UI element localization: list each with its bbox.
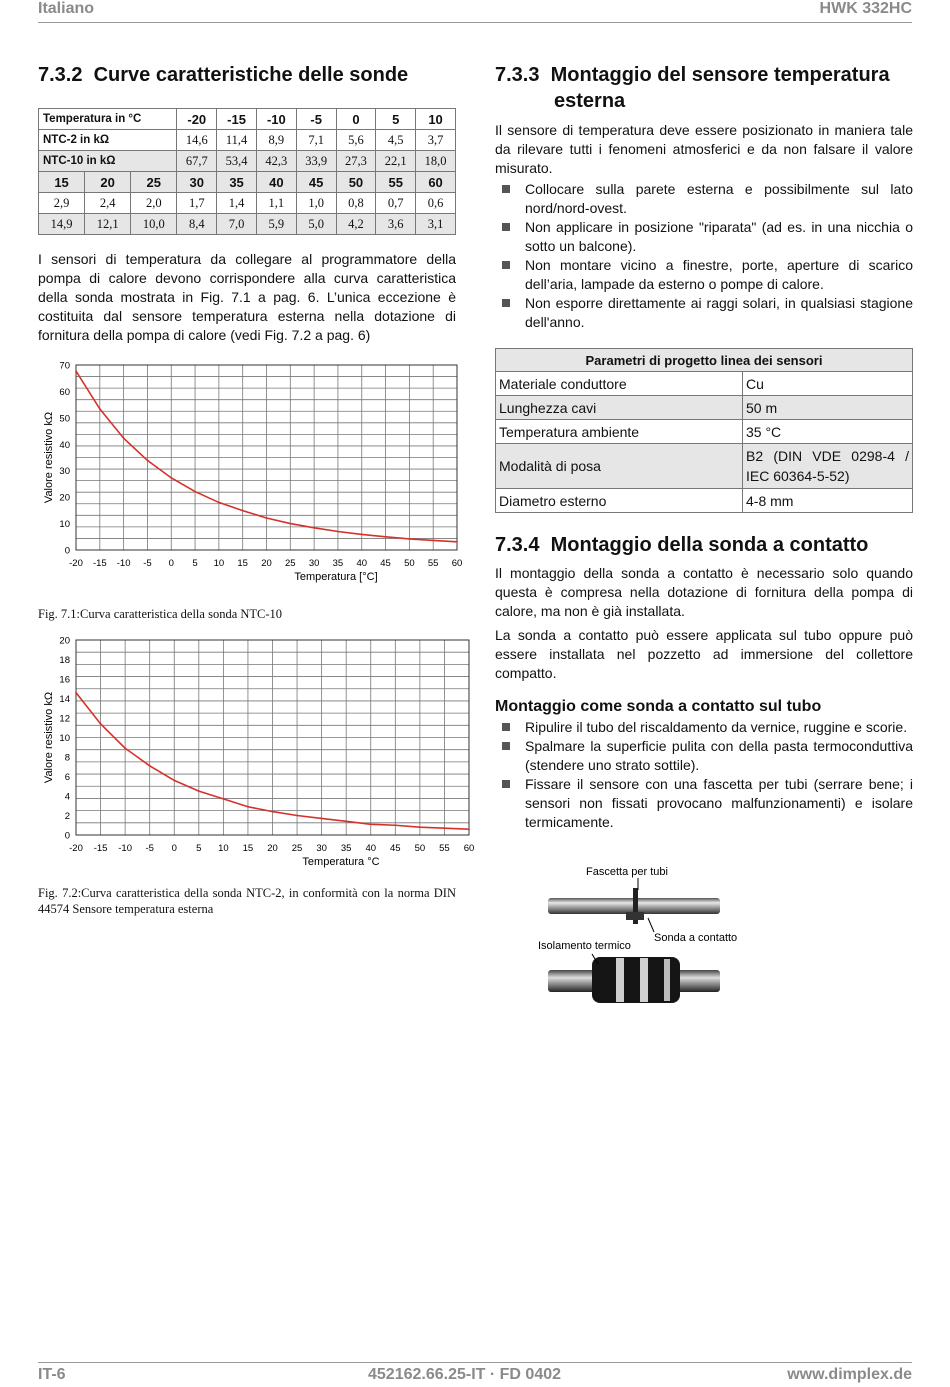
table-row [496,396,913,420]
label-sensor: Sonda a contatto [654,932,738,944]
table-cell: 4,5 [376,130,416,151]
table-cell: 7,0 [217,214,257,235]
table-cell: -20 [177,109,217,130]
x-tick-label: 15 [237,558,248,569]
x-tick-label: 15 [242,843,254,854]
list-item: Non montare vicino a finestre, porte, aperture di scarico dell’aria, lampade da esterno o pompe di calore. [495,256,913,294]
fig1-caption: Fig. 7.1:Curva caratteristica della sonda NTC-10 [38,607,283,621]
list-item: Ripulire il tubo del riscaldamento da vernice, ruggine e scorie. [495,718,913,737]
table-cell: 4,2 [336,214,376,235]
section-title: Curve caratteristiche delle sonde [93,64,409,86]
list-item: Non esporre direttamente ai raggi solari, in qualsiasi stagione dell'anno. [495,294,913,332]
x-tick-label: 10 [213,558,225,569]
data-point [337,531,339,533]
table-cell: 5 [376,109,416,130]
footer-doc: 452162.66.25-IT · FD 0402 [368,1366,562,1383]
pipe-mount-subtitle: Montaggio come sonda a contatto sul tubo [495,698,822,715]
x-tick-label: 0 [168,558,174,569]
x-tick-label: 55 [439,843,450,854]
table-cell: 3,7 [416,130,456,151]
y-tick-label: 0 [64,545,70,557]
x-tick-label: 35 [332,558,344,569]
table-cell: 20 [85,172,131,193]
footer-page: IT-6 [38,1366,66,1383]
x-tick-label: 60 [451,558,463,569]
x-tick-label: 0 [171,843,177,854]
section-7-3-2-heading [38,62,408,88]
data-point [173,780,175,782]
table-cell: 2,4 [85,193,131,214]
footer-url: www.dimplex.de [787,1366,912,1383]
y-axis-label: Valore resistivo kΩ [43,411,55,504]
header-model: HWK 332HC [819,0,912,17]
list-item: Spalmare la superficie pulita con della pasta termoconduttiva (stendere uno strato sottile). [495,737,913,775]
param-value: 4-8 mm [743,489,913,513]
page-header [38,0,912,23]
table-cell: 0 [336,109,376,130]
data-point [100,723,102,725]
table-cell: 53,4 [217,151,257,172]
section-7-3-4-heading [495,532,868,558]
data-point [75,370,77,372]
data-point [361,534,363,536]
table-cell: 11,4 [217,130,257,151]
x-tick-label: 45 [390,843,401,854]
y-tick-label: 10 [59,519,70,531]
data-point [444,827,446,829]
section-title-line2: esterna [554,90,626,112]
data-point [218,502,220,504]
data-point [370,823,372,825]
x-tick-label: 50 [404,558,415,569]
sensors-paragraph: I sensori di temperatura da collegare al programmatore della pompa di calore devono corrispondere alla curva caratteristica della sonda mostrata in Fig. 7.1 a pag. 6. L’unica eccezione è costituita dal sensore temperatura esterna nella dotazione di fornitura della pompa di calore (vedi Fig. 7.2 a pag. 6) [38,251,456,343]
x-tick-label: 45 [380,558,391,569]
page-footer [38,1362,912,1387]
table-cell: 40 [256,172,296,193]
table-cell: 3,1 [416,214,456,235]
table-cell: 60 [416,172,456,193]
param-value: B2 (DIN VDE 0298-4 / IEC 60364-5-52) [743,444,913,489]
label-insulation: Isolamento termico [538,940,631,952]
table-cell: 1,1 [256,193,296,214]
section-7-3-3-heading [495,62,915,114]
x-tick-label: -20 [69,558,83,569]
contact-sensor-paragraph-2: La sonda a contatto può essere applicata sul tubo oppure può essere installata nel pozzetto ad immersione del collettore compatto. [495,627,913,681]
data-point [419,826,421,828]
table-row [39,193,456,214]
table-cell: 7,1 [296,130,336,151]
data-point [222,798,224,800]
section-number: 7.3.4 [495,534,540,556]
sensor-shape [626,912,644,920]
data-point [394,824,396,826]
data-point [247,806,249,808]
list-item: Collocare sulla parete esterna e possibilmente sul lato nord/nord-ovest. [495,180,913,218]
x-tick-label: 10 [218,843,229,854]
data-point [242,510,244,512]
param-name: Modalità di posa [496,444,743,489]
data-point [432,540,434,542]
x-tick-label: -5 [145,843,154,854]
section-number: 7.3.2 [38,64,83,86]
table-header-label: Temperatura in °C [39,109,177,130]
table-cell: 25 [131,172,177,193]
data-point [75,692,77,694]
x-tick-label: 50 [414,843,426,854]
table-cell: 50 [336,172,376,193]
table-row [39,214,456,235]
x-tick-label: 60 [463,843,475,854]
table-cell: 35 [217,172,257,193]
ntc10-chart [38,356,463,592]
x-tick-label: 25 [291,843,303,854]
table-cell: 3,6 [376,214,416,235]
data-point [313,527,315,529]
param-name: Lunghezza cavi [496,396,743,420]
data-point [289,523,291,525]
param-name: Materiale conduttore [496,372,743,396]
table-row [39,109,456,130]
x-tick-label: 35 [340,843,352,854]
param-name: Temperatura ambiente [496,420,743,444]
data-point [170,477,172,479]
table-cell: 1,0 [296,193,336,214]
table-cell: 1,7 [177,193,217,214]
param-value: 35 °C [743,420,913,444]
x-tick-label: 5 [192,558,198,569]
x-tick-label: -5 [143,558,152,569]
fig2-caption: Fig. 7.2:Curva caratteristica della sonda NTC-2, in conformità con la norma DIN 44574 Sensore temperatura esterna [38,886,456,916]
y-tick-label: 14 [59,694,70,705]
table-cell: 33,9 [296,151,336,172]
data-point [296,815,298,817]
params-table-title: Parametri di progetto linea dei sensori [496,349,913,372]
data-point [345,820,347,822]
y-tick-label: 50 [59,413,70,425]
y-tick-label: 30 [59,466,70,478]
x-tick-label: -20 [69,843,83,854]
data-point [321,818,323,820]
label-clamp: Fascetta per tubi [586,866,668,878]
y-tick-label: 18 [59,655,70,666]
x-tick-label: 30 [316,843,327,854]
x-tick-label: 40 [365,843,377,854]
table-cell: -10 [256,109,296,130]
sensor-values-table [38,108,456,235]
table-cell: 2,0 [131,193,177,214]
table-cell: 18,0 [416,151,456,172]
y-tick-label: 4 [64,791,70,803]
table-cell: 27,3 [336,151,376,172]
table-cell: 8,9 [256,130,296,151]
data-point [147,460,149,462]
x-tick-label: -10 [116,558,131,569]
table-cell: 14,9 [39,214,85,235]
y-tick-label: 6 [64,772,70,783]
table-cell: -15 [217,109,257,130]
table-cell: 5,6 [336,130,376,151]
x-tick-label: 40 [356,558,368,569]
y-tick-label: 0 [64,830,70,842]
y-tick-label: 8 [64,752,70,764]
x-tick-label: 20 [261,558,272,569]
param-value: Cu [743,372,913,396]
table-row [496,489,913,513]
param-value: 50 m [743,396,913,420]
data-point [468,828,470,830]
x-tick-label: 55 [427,558,439,569]
param-name: Diametro esterno [496,489,743,513]
table-row [39,172,456,193]
table-cell: 42,3 [256,151,296,172]
data-point [408,538,410,540]
section-number: 7.3.3 [495,64,540,86]
contact-sensor-photo [530,860,738,1020]
data-point [124,747,126,749]
x-tick-label: 5 [196,843,202,854]
x-tick-label: -15 [93,843,108,854]
y-tick-label: 12 [59,713,70,725]
data-point [123,437,125,439]
y-tick-label: 10 [59,733,70,744]
table-row [496,372,913,396]
table-cell: 45 [296,172,336,193]
contact-sensor-paragraph-1: Il montaggio della sonda a contatto è necessario solo quando questa è compresa nella dotazione di fornitura della pompa di calore, ma non è già installata. [495,565,913,619]
list-item: Non applicare in posizione "riparata" (ad es. in una nicchia o sotto un balcone). [495,218,913,256]
table-cell: 55 [376,172,416,193]
x-tick-label: 30 [308,558,320,569]
data-point [99,408,101,410]
x-tick-label: -15 [92,558,107,569]
table-cell: 22,1 [376,151,416,172]
table-cell: 5,0 [296,214,336,235]
y-tick-label: 70 [59,360,70,372]
y-tick-label: 16 [59,674,70,686]
data-point [456,541,458,543]
ntc2-chart [38,632,475,872]
x-axis-label: Temperatura [°C] [294,571,378,583]
y-tick-label: 2 [64,811,70,822]
outdoor-sensor-bullets [495,180,913,332]
list-item: Fissare il sensore con una fascetta per tubi (serrare bene; i sensori non fissati provocano malfunzionamenti) e isolare termicamente. [495,775,913,832]
data-point [194,491,196,493]
table-row-label: NTC-10 in kΩ [39,151,177,172]
y-tick-label: 20 [59,492,70,504]
data-point [198,790,200,792]
table-cell: 30 [177,172,217,193]
table-cell: 8,4 [177,214,217,235]
y-tick-label: 60 [59,386,70,398]
table-cell: -5 [296,109,336,130]
table-cell: 1,4 [217,193,257,214]
y-tick-label: 40 [59,439,70,451]
table-row-label: NTC-2 in kΩ [39,130,177,151]
table-row [496,444,913,489]
section-title: Montaggio della sonda a contatto [550,534,869,556]
data-point [266,517,268,519]
x-tick-label: 20 [267,843,278,854]
table-cell: 67,7 [177,151,217,172]
table-cell: 5,9 [256,214,296,235]
table-row [496,420,913,444]
table-cell: 0,6 [416,193,456,214]
table-row [39,130,456,151]
table-row [496,349,913,372]
table-cell: 14,6 [177,130,217,151]
table-row [39,151,456,172]
x-axis-label: Temperatura °C [302,856,380,868]
y-axis-label: Valore resistivo kΩ [43,691,55,784]
data-point [149,765,151,767]
data-point [385,536,387,538]
header-language: Italiano [38,0,95,17]
section-title-line1: Montaggio del sensore temperatura [550,64,890,86]
table-cell: 0,8 [336,193,376,214]
x-tick-label: -10 [118,843,132,854]
table-cell: 0,7 [376,193,416,214]
table-cell: 10,0 [131,214,177,235]
pipe-mount-bullets [495,718,913,832]
data-point [272,811,274,813]
y-tick-label: 20 [59,635,70,647]
table-cell: 12,1 [85,214,131,235]
table-cell: 10 [416,109,456,130]
outdoor-sensor-paragraph: Il sensore di temperatura deve essere posizionato in maniera tale da rilevare tutti i fenomeni atmosferici e da non falsare il valore misurato. [495,122,913,176]
x-tick-label: 25 [285,558,296,569]
table-cell: 15 [39,172,85,193]
sensor-line-params-table [495,348,913,513]
table-cell: 2,9 [39,193,85,214]
